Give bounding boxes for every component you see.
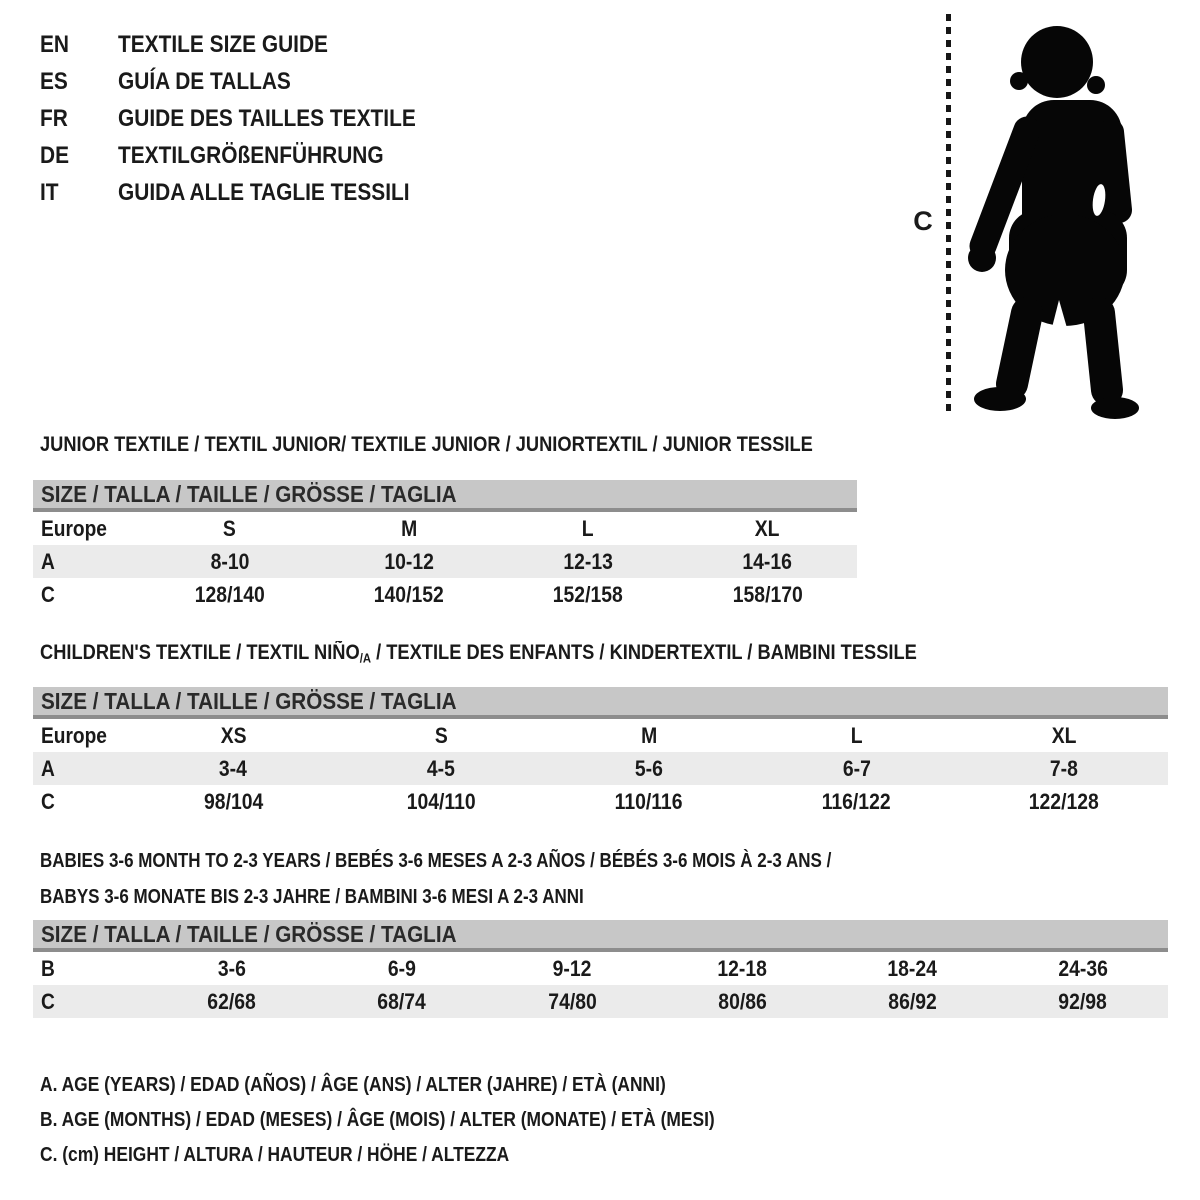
height-value: 86/92 — [888, 988, 937, 1014]
guide-title-es: GUÍA DE TALLAS — [118, 68, 291, 95]
height-value: 158/170 — [732, 581, 803, 607]
age-value: 5-6 — [634, 755, 663, 781]
children-section-heading — [40, 641, 1048, 670]
table-row-height — [33, 785, 1168, 818]
height-value: 74/80 — [547, 988, 597, 1014]
height-value: 128/140 — [194, 581, 265, 607]
height-value: 68/74 — [377, 988, 427, 1014]
months-value: 3-6 — [217, 955, 246, 981]
age-value: 12-13 — [563, 548, 613, 574]
children-size-table — [33, 687, 1168, 818]
size-value: L — [582, 515, 595, 541]
size-value: M — [640, 722, 657, 748]
legend-age-years — [40, 1068, 816, 1103]
language-row-it — [40, 174, 460, 211]
toddler-silhouette-icon — [965, 18, 1140, 420]
row-label: C — [41, 788, 55, 814]
table-row-height — [33, 985, 1168, 1018]
size-header-bar — [33, 687, 1168, 719]
size-value: S — [434, 722, 448, 748]
language-row-es — [40, 63, 460, 100]
months-value: 24-36 — [1058, 955, 1108, 981]
language-code: IT — [40, 179, 59, 206]
junior-section-heading — [40, 433, 928, 457]
children-heading-sub: /A — [359, 650, 372, 666]
table-row-age — [33, 545, 857, 578]
junior-size-table — [33, 480, 857, 611]
guide-title-en: TEXTILE SIZE GUIDE — [118, 31, 328, 58]
height-value: 110/116 — [614, 788, 683, 814]
height-value: 140/152 — [373, 581, 444, 607]
legend-line-b: B. AGE (MONTHS) / EDAD (MESES) / ÂGE (MOIS) / ALTER (MONATE) / ETÀ (MESI) — [40, 1109, 715, 1131]
children-heading-pre: CHILDREN'S TEXTILE / TEXTIL NIÑO — [40, 641, 360, 664]
language-code: EN — [40, 31, 70, 58]
language-row-de — [40, 137, 460, 174]
size-header-text: SIZE / TALLA / TAILLE / GRÖSSE / TAGLIA — [41, 921, 457, 947]
row-label: A — [41, 755, 55, 781]
table-row-height — [33, 578, 857, 611]
size-value: XL — [755, 515, 780, 541]
row-label: Europe — [41, 722, 107, 748]
guide-title-fr: GUIDE DES TAILLES TEXTILE — [118, 105, 416, 132]
height-value: 116/122 — [821, 788, 891, 814]
size-value: XL — [1051, 722, 1077, 748]
months-value: 9-12 — [552, 955, 592, 981]
size-value: S — [223, 515, 237, 541]
language-row-en — [40, 26, 460, 63]
height-value: 122/128 — [1029, 788, 1100, 814]
children-heading-text — [40, 641, 917, 670]
guide-title-it: GUIDA ALLE TAGLIE TESSILI — [118, 179, 410, 206]
height-dashed-line — [946, 14, 951, 416]
age-value: 14-16 — [742, 548, 793, 574]
size-header-text: SIZE / TALLA / TAILLE / GRÖSSE / TAGLIA — [41, 688, 457, 714]
height-value: 152/158 — [553, 581, 624, 607]
babies-size-table — [33, 920, 1168, 1018]
language-title-list — [40, 26, 460, 211]
height-value: 80/86 — [718, 988, 767, 1014]
table-row-europe — [33, 719, 1168, 752]
age-value: 8-10 — [210, 548, 250, 574]
babies-heading-line2: BABYS 3-6 MONATE BIS 2-3 JAHRE / BAMBINI 3-6 MESI A 2-3 ANNI — [40, 886, 584, 908]
legend-line-a: A. AGE (YEARS) / EDAD (AÑOS) / ÂGE (ANS) / ALTER (JAHRE) / ETÀ (ANNI) — [40, 1074, 666, 1096]
legend-age-months — [40, 1103, 816, 1138]
row-label: C — [41, 988, 55, 1014]
months-value: 6-9 — [387, 955, 416, 981]
age-value: 3-4 — [219, 755, 248, 781]
size-header-bar — [33, 480, 857, 512]
age-value: 7-8 — [1050, 755, 1079, 781]
row-label: B — [41, 955, 55, 981]
legend-line-c: C. (cm) HEIGHT / ALTURA / HAUTEUR / HÖHE / ALTEZZA — [40, 1144, 510, 1166]
size-value: L — [850, 722, 863, 748]
measure-legend — [40, 1068, 816, 1173]
size-value: XS — [220, 722, 247, 748]
height-value: 62/68 — [207, 988, 256, 1014]
language-code: FR — [40, 105, 68, 132]
table-row-months — [33, 952, 1168, 985]
row-label: Europe — [41, 515, 107, 541]
age-value: 4-5 — [427, 755, 456, 781]
language-code: DE — [40, 142, 70, 169]
months-value: 18-24 — [887, 955, 938, 981]
height-measure-label: C — [913, 206, 933, 236]
language-row-fr — [40, 100, 460, 137]
language-code: ES — [40, 68, 68, 95]
months-value: 12-18 — [717, 955, 768, 981]
babies-section-heading — [40, 843, 971, 915]
guide-title-de: TEXTILGRÖßENFÜHRUNG — [118, 142, 384, 169]
age-value: 10-12 — [384, 548, 434, 574]
table-row-age — [33, 752, 1168, 785]
height-value: 104/110 — [406, 788, 476, 814]
size-header-bar — [33, 920, 1168, 952]
legend-height-cm — [40, 1138, 816, 1173]
size-header-text: SIZE / TALLA / TAILLE / GRÖSSE / TAGLIA — [41, 481, 457, 507]
junior-heading-text: JUNIOR TEXTILE / TEXTIL JUNIOR/ TEXTILE JUNIOR / JUNIORTEXTIL / JUNIOR TESSILE — [40, 433, 813, 456]
age-value: 6-7 — [842, 755, 871, 781]
children-heading-post: / TEXTILE DES ENFANTS / KINDERTEXTIL / BAMBINI TESSILE — [371, 641, 917, 664]
table-row-europe — [33, 512, 857, 545]
size-value: M — [400, 515, 417, 541]
babies-heading-line1: BABIES 3-6 MONTH TO 2-3 YEARS / BEBÉS 3-6 MESES A 2-3 AÑOS / BÉBÉS 3-6 MOIS À 2-3 ANS / — [40, 850, 832, 872]
height-value: 98/104 — [203, 788, 263, 814]
row-label: C — [41, 581, 55, 607]
height-measure-figure — [900, 0, 1160, 430]
height-value: 92/98 — [1058, 988, 1108, 1014]
row-label: A — [41, 548, 55, 574]
